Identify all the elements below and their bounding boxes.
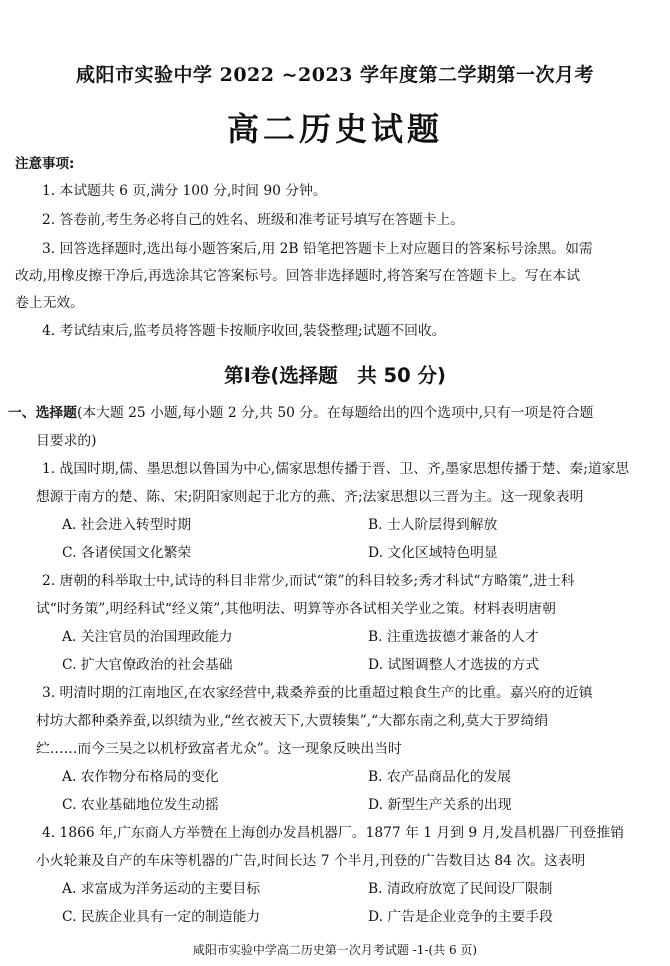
question-3-option-c[interactable]: C. 农业基础地位发生动摇 <box>62 797 219 813</box>
notice-item: 1. 本试题共 6 页,满分 100 分,时间 90 分钟。 <box>42 183 327 199</box>
question-4-option-a[interactable]: A. 求富成为洋务运动的主要目标 <box>62 881 261 897</box>
question-2-text: 试“时务策”,明经科试“经义策”,其他明法、明算等亦各试相关学业之策。材料表明唐朝 <box>36 601 556 617</box>
question-1-text: 想源于南方的楚、陈、宋;阴阳家则起于北方的燕、齐;法家思想以三晋为主。这一现象表明 <box>36 489 584 505</box>
question-4-text: 小火轮兼及自产的车床等机器的广告,时间长达 7 个半月,刊登的广告数目达 84 次。这表明 <box>36 853 586 869</box>
question-2-option-d[interactable]: D. 试图调整人才选拔的方式 <box>368 657 540 673</box>
exam-header: 咸阳市实验中学 2022 ~2023 学年度第二学期第一次月考 <box>75 64 595 86</box>
part-desc: (本大题 25 小题,每小题 2 分,共 50 分。在每题给出的四个选项中,只有一项是符合题 <box>76 405 594 421</box>
question-1-option-b[interactable]: B. 士人阶层得到解放 <box>368 517 498 533</box>
question-1-option-d[interactable]: D. 文化区域特色明显 <box>368 545 498 561</box>
page-footer: 咸阳市实验中学高二历史第一次月考试题 -1-(共 6 页) <box>192 943 478 957</box>
question-2-option-c[interactable]: C. 扩大官僚政治的社会基础 <box>62 657 233 673</box>
question-4-text: 4. 1866 年,广东商人方举赞在上海创办发昌机器厂。1877 年 1 月到 9 月,发昌机器厂刊登推销 <box>42 825 624 841</box>
notice-item: 改动,用橡皮擦干净后,再选涂其它答案标号。回答非选择题时,将答案写在答题卡上。写在本试 <box>15 268 581 284</box>
notice-item: 卷上无效。 <box>15 295 84 311</box>
question-2-option-b[interactable]: B. 注重选拔德才兼备的人才 <box>368 629 539 645</box>
notice-heading: 注意事项: <box>15 156 75 172</box>
question-1-text: 1. 战国时期,儒、墨思想以鲁国为中心,儒家思想传播于晋、卫、齐,墨家思想传播于楚、秦;道家思 <box>42 461 630 477</box>
part-intro <box>8 403 593 423</box>
question-1-option-c[interactable]: C. 各诸侯国文化繁荣 <box>62 545 192 561</box>
question-4-option-b[interactable]: B. 清政府放宽了民间设厂限制 <box>368 881 553 897</box>
question-3-text: 3. 明清时期的江南地区,在农家经营中,栽桑养蚕的比重超过粮食生产的比重。嘉兴府的近镇 <box>42 685 593 701</box>
question-3-option-a[interactable]: A. 农作物分布格局的变化 <box>62 769 219 785</box>
notice-item: 4. 考试结束后,监考员将答题卡按顺序收回,装袋整理;试题不回收。 <box>42 323 446 339</box>
section-title: 第Ⅰ卷(选择题 共 50 分) <box>224 364 446 387</box>
question-3-option-b[interactable]: B. 农产品商品化的发展 <box>368 769 512 785</box>
question-3-text: 纻……而今三吴之以机杼致富者尤众”。这一现象反映出当时 <box>36 741 402 757</box>
part-label: 一、选择题 <box>8 405 77 421</box>
question-4-option-c[interactable]: C. 民族企业具有一定的制造能力 <box>62 909 261 925</box>
exam-title: 高二历史试题 <box>226 110 443 148</box>
question-2-text: 2. 唐朝的科举取士中,试诗的科目非常少,而试“策”的科目较多;秀才科试“方略策”,进士科 <box>42 573 575 589</box>
question-2-option-a[interactable]: A. 关注官员的治国理政能力 <box>62 629 233 645</box>
question-4-option-d[interactable]: D. 广告是企业竞争的主要手段 <box>368 909 553 925</box>
part-desc-cont: 目要求的) <box>36 433 97 449</box>
notice-item: 3. 回答选择题时,选出每小题答案后,用 2B 铅笔把答题卡上对应题目的答案标号涂黑。如需 <box>42 241 593 257</box>
question-3-text: 村坊大都种桑养蚕,以织绩为业,“丝衣被天下,大贾辏集”,“大都东南之利,莫大于罗绮绢 <box>36 713 549 729</box>
question-3-option-d[interactable]: D. 新型生产关系的出现 <box>368 797 512 813</box>
question-1-option-a[interactable]: A. 社会进入转型时期 <box>62 517 192 533</box>
notice-item: 2. 答卷前,考生务必将自己的姓名、班级和准考证号填写在答题卡上。 <box>42 212 465 228</box>
